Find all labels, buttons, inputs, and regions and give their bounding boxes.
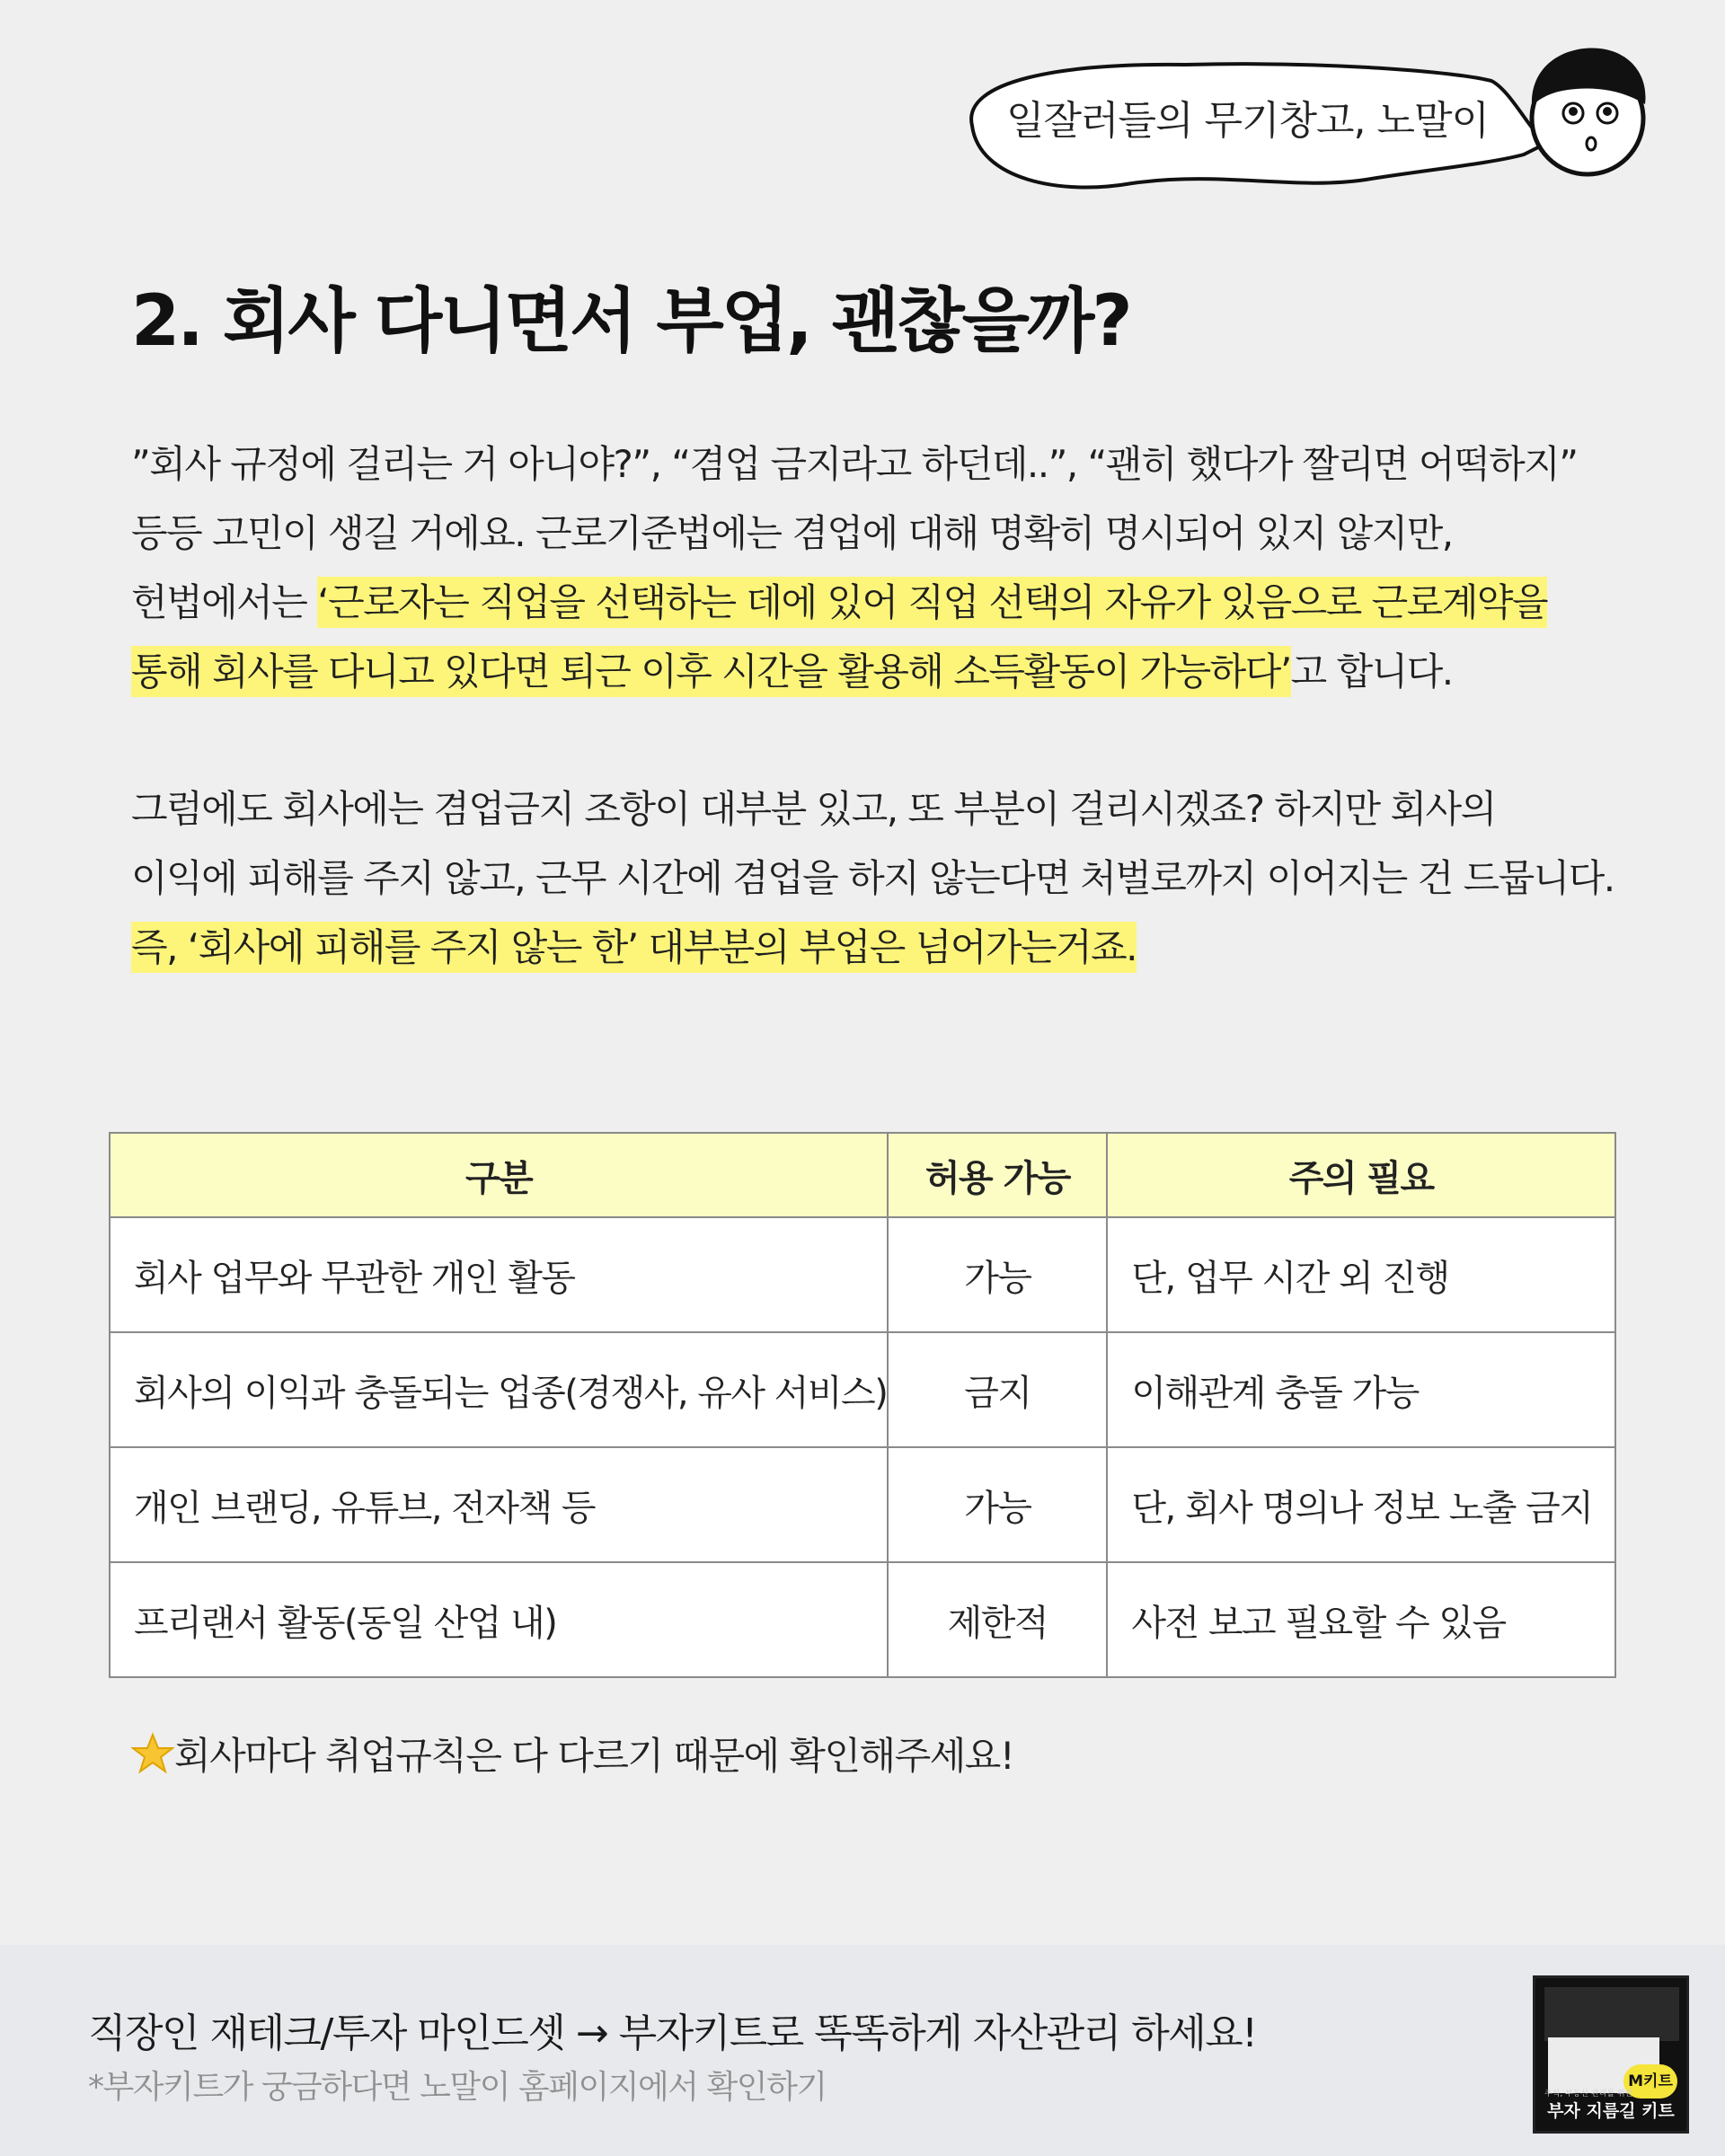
footer-subtext[interactable]: *부자키트가 궁금하다면 노말이 홈페이지에서 확인하기 [88, 2069, 827, 2106]
table-row [110, 1332, 1615, 1447]
table-cell: 이해관계 충돌 가능 [1107, 1332, 1615, 1447]
kit-thumbnail[interactable] [1533, 1975, 1689, 2134]
paragraph-line: ”회사 규정에 걸리는 거 아니야?”, “겸업 금지라고 하던데..”, “괜히 했다가 짤리면 어떡하지” [131, 442, 1578, 486]
table-row [110, 1447, 1615, 1562]
kit-caption: 주식, 부동산 관리를 위한 [1544, 2090, 1633, 2099]
highlighted-text: ‘근로자는 직업을 선택하는 데에 있어 직업 선택의 자유가 있음으로 근로계약을 [317, 577, 1547, 628]
page-title: 2. 회사 다니면서 부업, 괜찮을까? [131, 281, 1130, 362]
paragraph-text: 고 합니다. [1290, 649, 1453, 694]
table-cell: 단, 업무 시간 외 진행 [1107, 1217, 1615, 1332]
footer-headline: 직장인 재테크/투자 마인드셋 → 부자키트로 똑똑하게 자산관리 하세요! [88, 2010, 1257, 2056]
table-header: 구분 [110, 1133, 888, 1217]
paragraph-text: 헌법에서는 [131, 580, 318, 624]
speech-bubble-text: 일잘러들의 무기창고, 노말이 [1006, 98, 1490, 144]
table-cell: 금지 [888, 1332, 1107, 1447]
table-cell: 사전 보고 필요할 수 있음 [1107, 1562, 1615, 1677]
kit-badge: M키트 [1623, 2064, 1677, 2099]
star-icon [131, 1732, 174, 1775]
table-header: 주의 필요 [1107, 1133, 1615, 1217]
table-cell: 단, 회사 명의나 정보 노출 금지 [1107, 1447, 1615, 1562]
highlighted-text: 통해 회사를 다니고 있다면 퇴근 이후 시간을 활용해 소득활동이 가능하다’ [131, 646, 1291, 697]
table-row [110, 1217, 1615, 1332]
table-header-row [110, 1133, 1615, 1217]
table-row [110, 1562, 1615, 1677]
paragraph-line [131, 568, 1623, 637]
highlighted-text: 즉, ‘회사에 피해를 주지 않는 한’ 대부분의 부업은 넘어가는거죠. [131, 922, 1137, 973]
kit-screen-image [1544, 1987, 1679, 2041]
intro-paragraph [131, 429, 1623, 706]
footer-banner[interactable] [0, 1945, 1725, 2156]
paragraph-line: 등등 고민이 생길 거에요. 근로기준법에는 겸업에 대해 명확히 명시되어 있지 않지만, [131, 511, 1453, 555]
kit-label: 부자 지름길 키트 [1547, 2101, 1675, 2121]
table-cell: 가능 [888, 1447, 1107, 1562]
table-cell: 제한적 [888, 1562, 1107, 1677]
second-paragraph [131, 774, 1623, 982]
mascot-face-icon [1514, 36, 1658, 180]
table-cell: 개인 브랜딩, 유튜브, 전자책 등 [110, 1447, 888, 1562]
table-cell: 회사 업무와 무관한 개인 활동 [110, 1217, 888, 1332]
paragraph-line [131, 913, 1623, 982]
note-text: 회사마다 취업규칙은 다 다르기 때문에 확인해주세요! [174, 1734, 1014, 1778]
paragraph-line [131, 637, 1623, 706]
table-cell: 가능 [888, 1217, 1107, 1332]
table-cell: 프리랜서 활동(동일 산업 내) [110, 1562, 888, 1677]
paragraph-line: 이익에 피해를 주지 않고, 근무 시간에 겸업을 하지 않는다면 처벌로까지 이어지는 건 드뭅니다. [131, 856, 1614, 900]
table-header: 허용 가능 [888, 1133, 1107, 1217]
note [131, 1727, 1013, 1780]
table-cell: 회사의 이익과 충돌되는 업종(경쟁사, 유사 서비스) [110, 1332, 888, 1447]
paragraph-line: 그럼에도 회사에는 겸업금지 조항이 대부분 있고, 또 부분이 걸리시겠죠? 하지만 회사의 [131, 787, 1496, 831]
side-job-table [109, 1132, 1616, 1678]
